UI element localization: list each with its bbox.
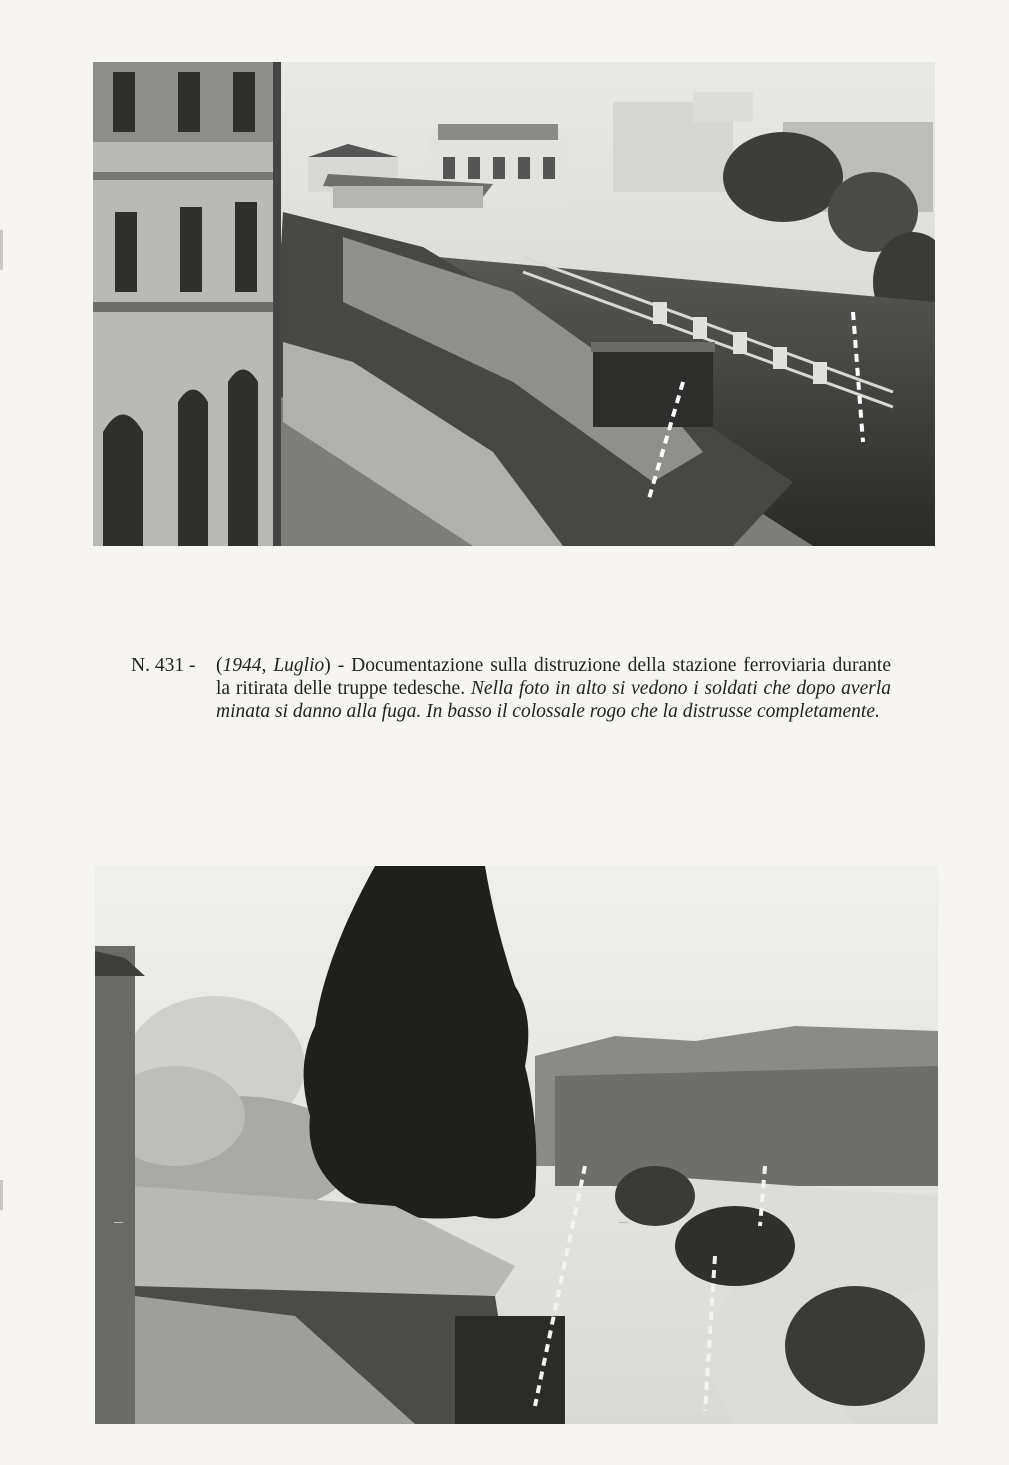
caption-dash: - xyxy=(330,655,352,676)
caption-text: Documentazione sulla distruzione della stazione ferroviaria durante la ritirata delle truppe tedesche. xyxy=(216,655,891,699)
caption-italic-text: Nella foto in alto si vedono i soldati che dopo averla minata si danno alla fuga. In basso il colossale rogo che la distrusse completamente. xyxy=(216,678,891,722)
scan-mark xyxy=(0,230,3,270)
caption-date-close: ) xyxy=(324,655,331,676)
scan-tick xyxy=(114,1222,123,1223)
caption-date: 1944, Luglio xyxy=(222,655,325,676)
caption-body xyxy=(131,654,891,723)
caption-date-open: ( xyxy=(216,655,223,676)
station-fire-illustration xyxy=(95,866,938,1424)
railway-station-illustration xyxy=(93,62,935,546)
photo-caption xyxy=(131,654,891,723)
photo-station-fire xyxy=(95,866,938,1424)
scan-mark xyxy=(0,1180,3,1210)
caption-number: N. 431 - xyxy=(131,655,196,676)
scan-tick xyxy=(619,1222,628,1223)
photo-railway-station xyxy=(93,62,935,546)
